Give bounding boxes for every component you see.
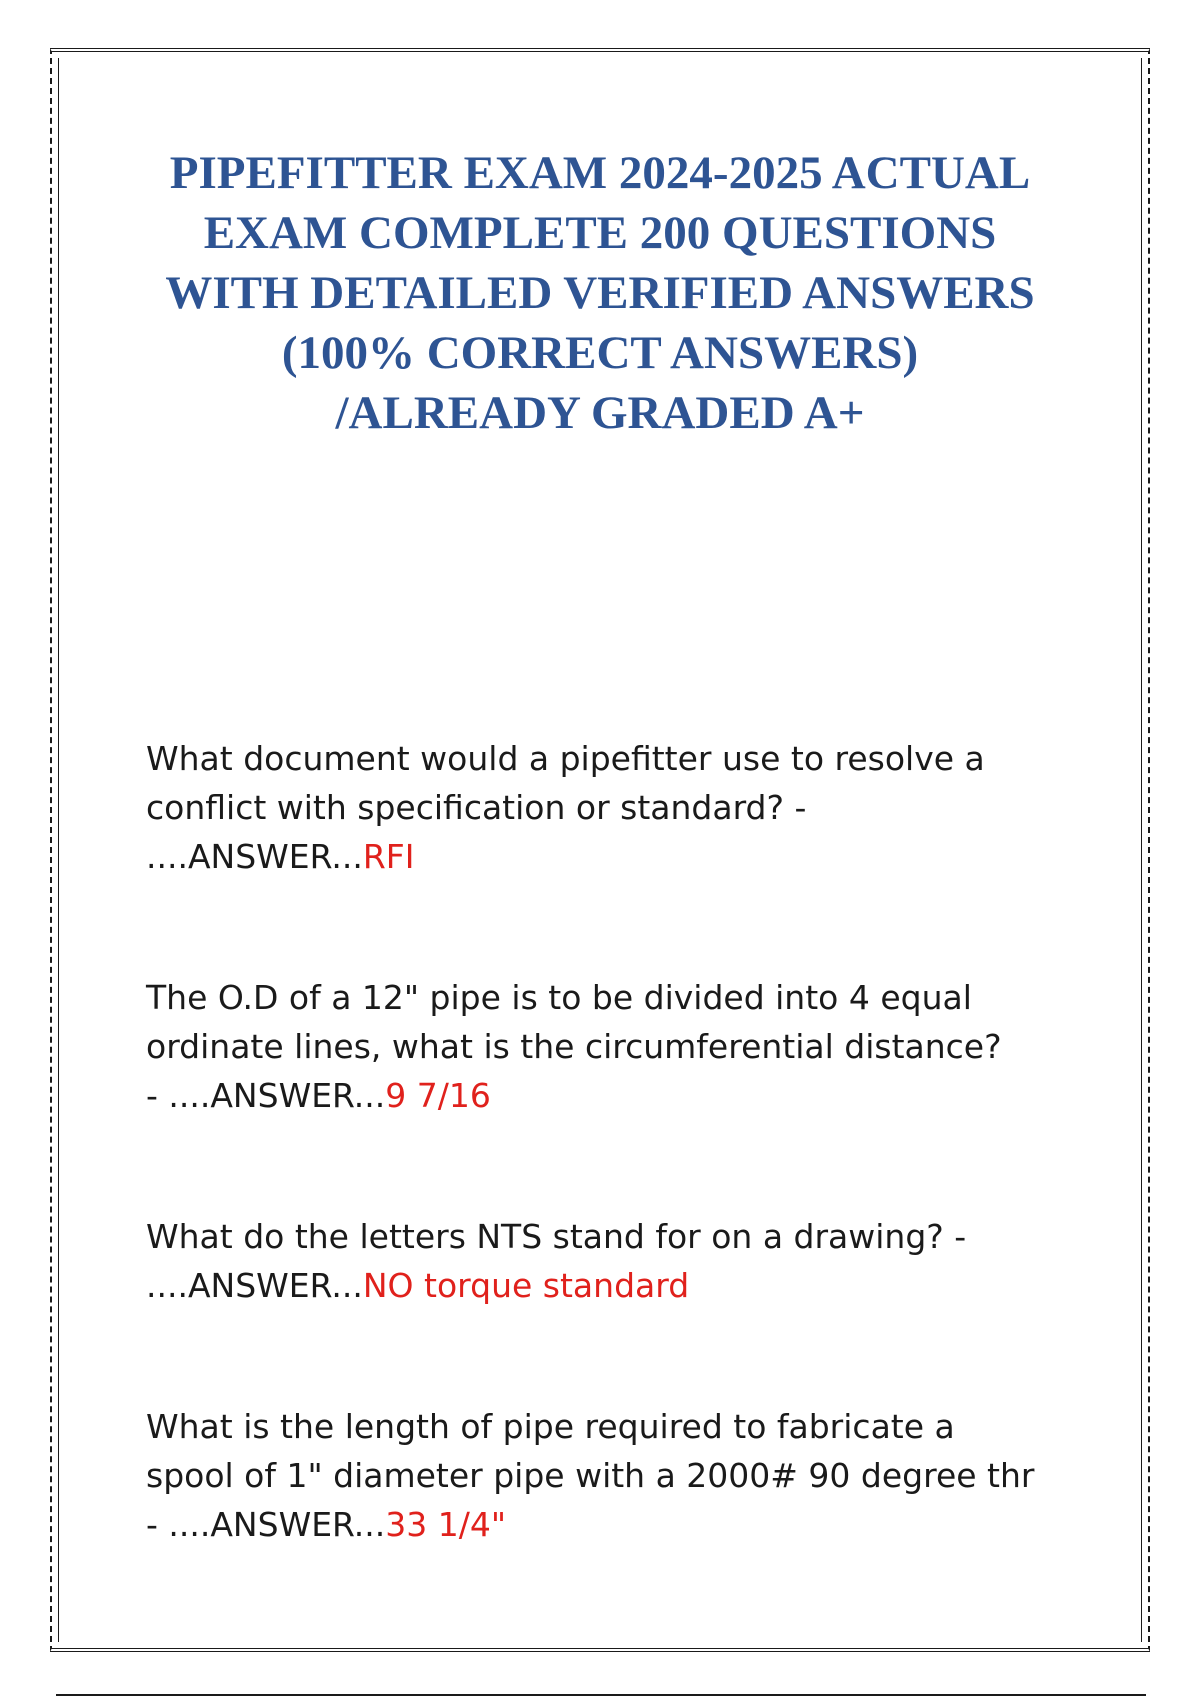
answer-prefix: ....ANSWER... [146, 1266, 363, 1305]
answer-value: RFI [362, 837, 415, 876]
question-text-line: ordinate lines, what is the circumferential distance? [146, 1027, 1002, 1066]
question-text-line: spool of 1" diameter pipe with a 2000# 90 degree thr [146, 1456, 1035, 1495]
question-list [146, 734, 1066, 1641]
answer-value: NO torque standard [362, 1266, 690, 1305]
title-line: /ALREADY GRADED A+ [335, 387, 865, 439]
question-text-line: What do the letters NTS stand for on a drawing? - [146, 1217, 967, 1256]
title-line: EXAM COMPLETE 200 QUESTIONS [203, 207, 997, 259]
answer-value: 9 7/16 [385, 1076, 491, 1115]
answer-prefix: - ....ANSWER... [146, 1076, 386, 1115]
answer-line [146, 1071, 1066, 1120]
question-item [146, 1402, 1066, 1549]
question-item [146, 1212, 1066, 1310]
question-text-line: conflict with specification or standard? - [146, 788, 807, 827]
answer-line [146, 1500, 1066, 1549]
answer-prefix: - ....ANSWER... [146, 1505, 386, 1544]
question-item [146, 734, 1066, 881]
document-title [50, 143, 1150, 443]
answer-line [146, 832, 1066, 881]
bottom-divider [56, 1694, 1146, 1696]
answer-line [146, 1261, 1066, 1310]
answer-prefix: ....ANSWER... [146, 837, 363, 876]
question-text-line: What document would a pipefitter use to resolve a [146, 739, 985, 778]
question-text-line: The O.D of a 12" pipe is to be divided into 4 equal [146, 978, 972, 1017]
title-line: (100% CORRECT ANSWERS) [281, 327, 919, 379]
title-line: WITH DETAILED VERIFIED ANSWERS [165, 267, 1035, 319]
question-item [146, 973, 1066, 1120]
answer-value: 33 1/4" [385, 1505, 507, 1544]
title-line: PIPEFITTER EXAM 2024-2025 ACTUAL [169, 147, 1031, 199]
question-text-line: What is the length of pipe required to fabricate a [146, 1407, 955, 1446]
